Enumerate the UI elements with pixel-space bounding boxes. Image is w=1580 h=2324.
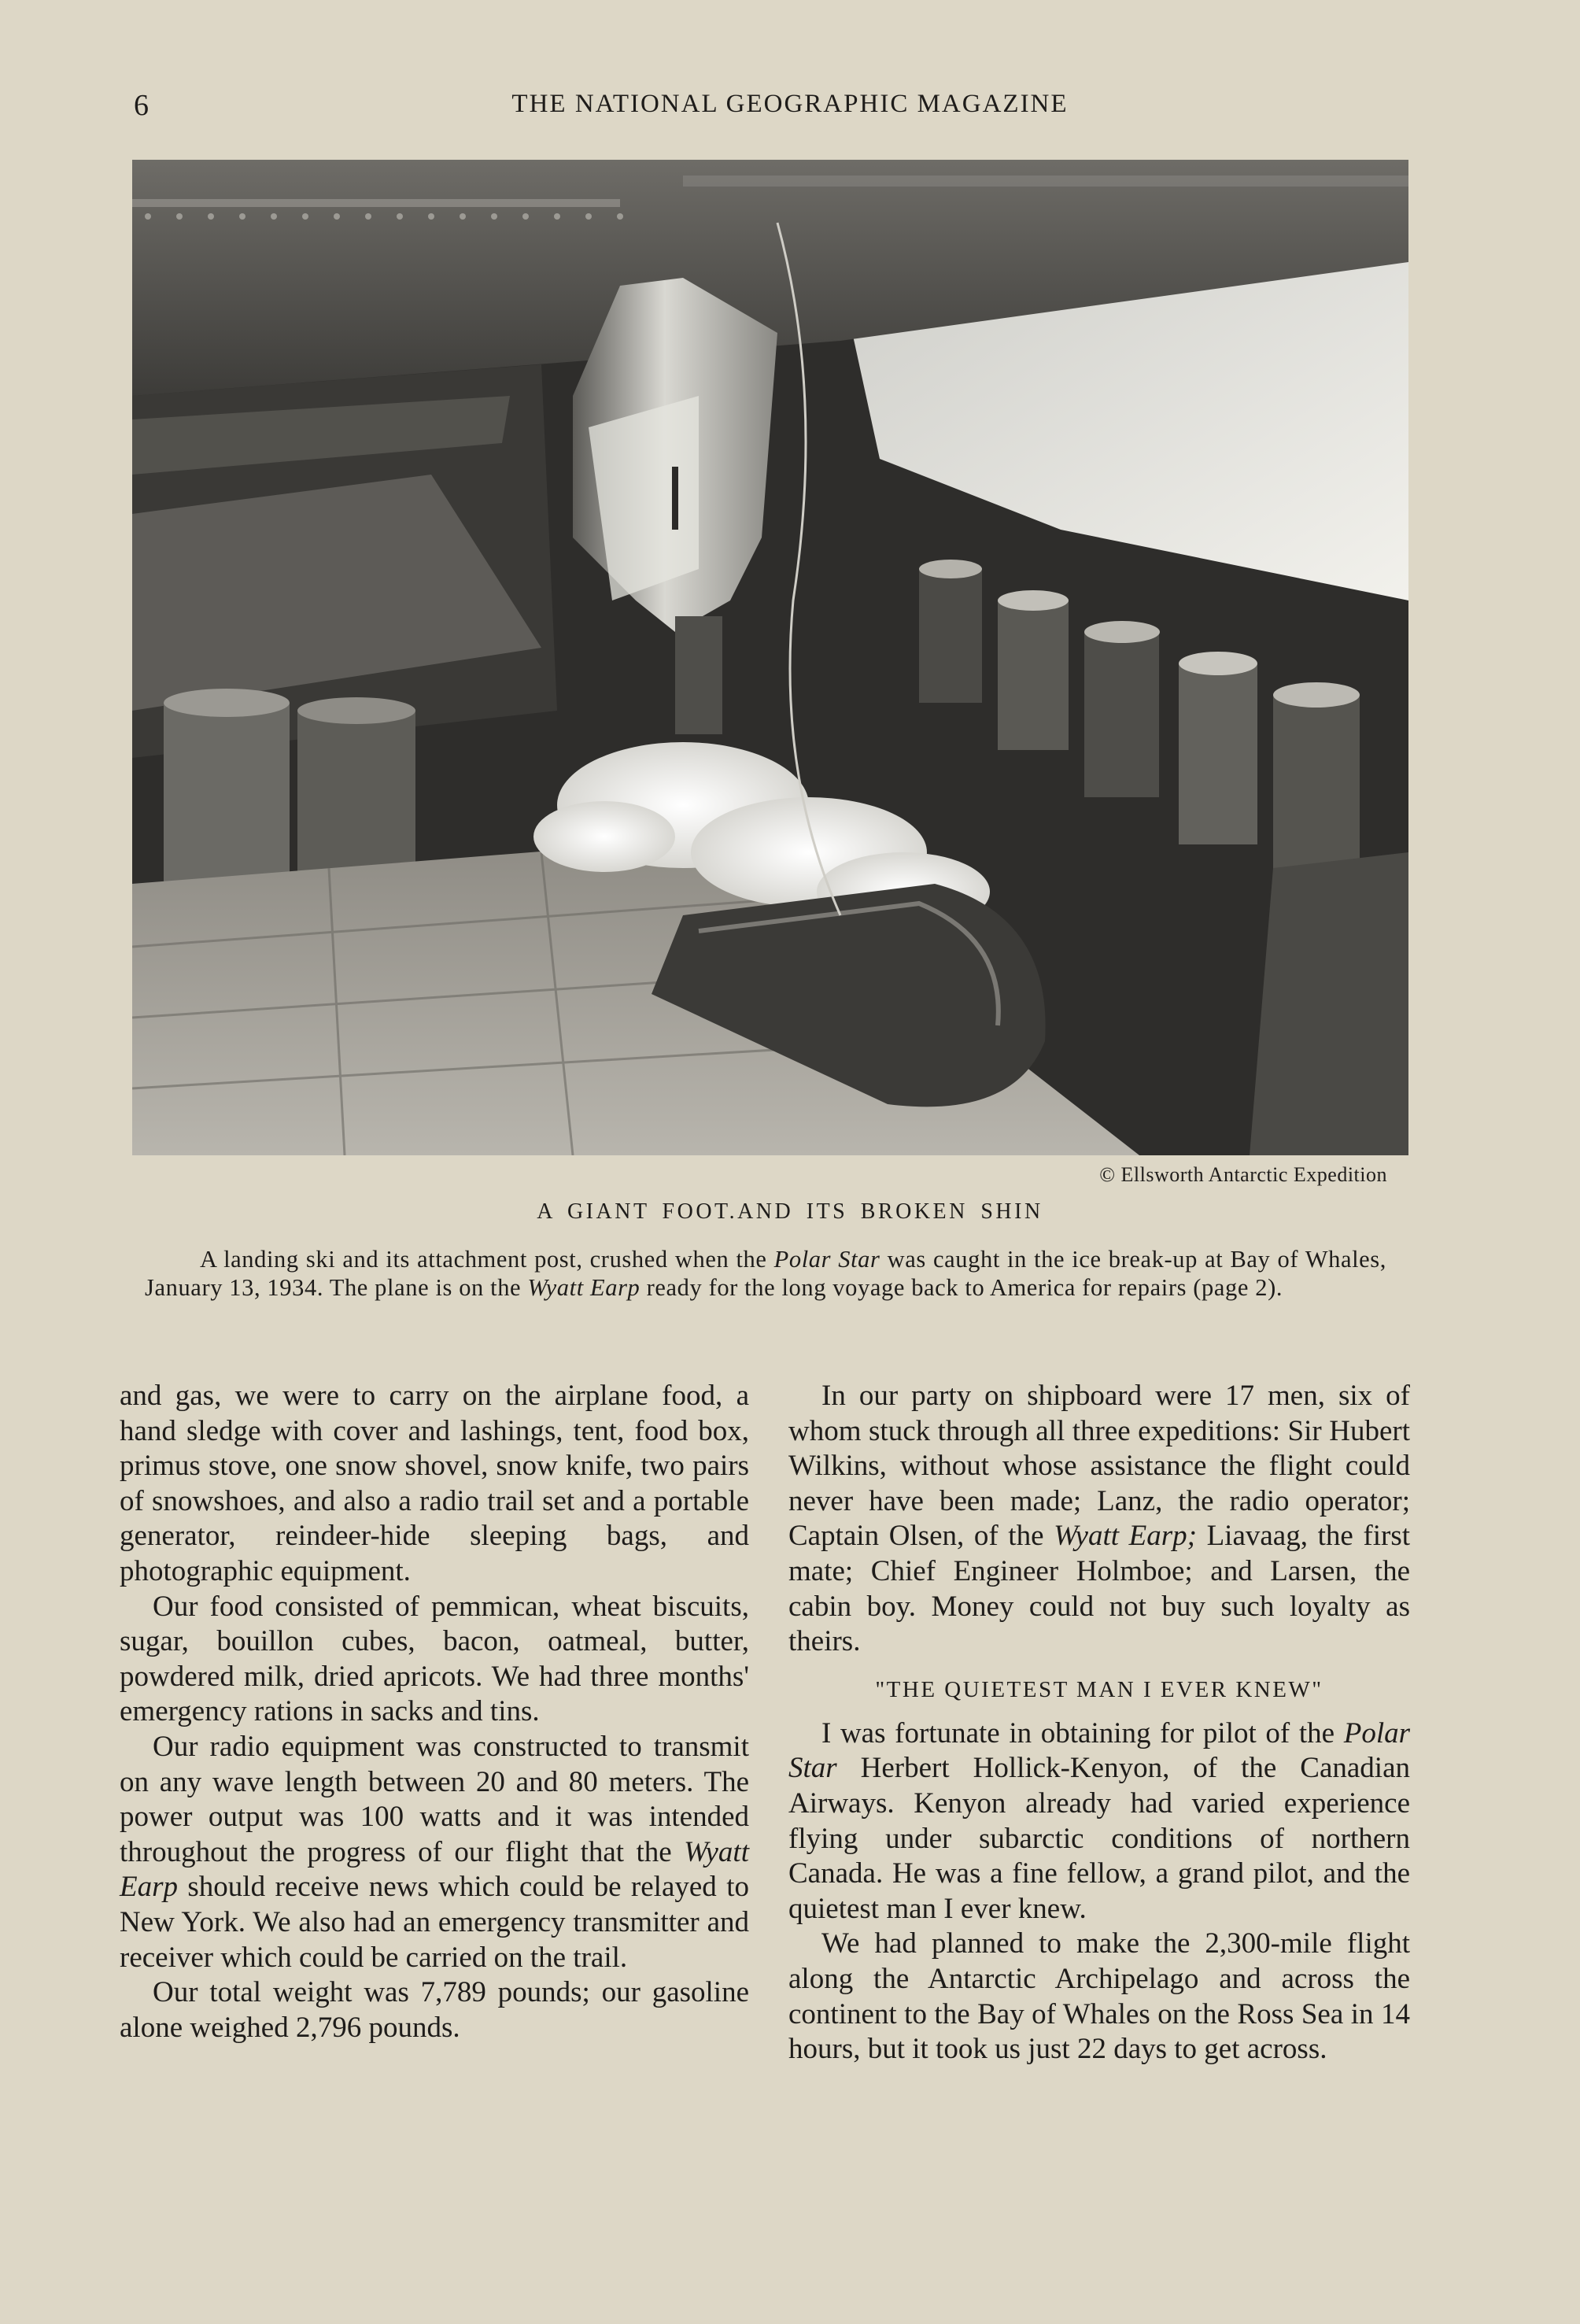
right-column xyxy=(788,1379,1410,2067)
paragraph: I was fortunate in obtaining for pilot of the Polar Star Herbert Hollick-Kenyon, of the Canadian Airways. Kenyon already had varied experience flying under subarctic conditions of northern Canada. He was a fine fellow, a grand pilot, and the quietest man I ever knew. xyxy=(788,1716,1410,1925)
photo-credit: © Ellsworth Antarctic Expedition xyxy=(1099,1163,1387,1186)
section-subhead: "THE QUIETEST MAN I EVER KNEW" xyxy=(875,1676,1323,1702)
paragraph: In our party on shipboard were 17 men, six of whom stuck through all three expeditions: Sir Hubert Wilkins, without whose assistance the flight could never have been made; Lanz, the radio operator; Captain Olsen, of the Wyatt Earp; Liavaag, the first mate; Chief Engineer Holmboe; and Larsen, the cabin boy. Money could not buy such loyalty as theirs. xyxy=(788,1380,1410,1658)
running-head: THE NATIONAL GEOGRAPHIC MAGAZINE xyxy=(511,90,1069,118)
paragraph: Our total weight was 7,789 pounds; our gasoline alone weighed 2,796 pounds. xyxy=(120,1976,749,2044)
paragraph: Our radio equipment was constructed to transmit on any wave length between 20 and 80 meters. The power output was 100 watts and it was intended throughout the progress of our flight that the Wyatt Earp should receive news which could be relayed to New York. We also had an emergency transmitter and receiver which could be carried on the trail. xyxy=(120,1730,749,1974)
paragraph: We had planned to make the 2,300-mile flight along the Antarctic Archipelago and across the continent to the Bay of Whales on the Ross Sea in 14 hours, but it took us just 22 days to get across. xyxy=(788,1927,1410,2066)
caption-title: A GIANT FOOT.AND ITS BROKEN SHIN xyxy=(537,1199,1043,1224)
paragraph: and gas, we were to carry on the airplane food, a hand sledge with cover and lashings, tent, food box, primus stove, one snow shovel, snow knife, two pairs of snowshoes, and also a radio trail set and a portable generator, reindeer-hide sleeping bags, and photographic equipment. xyxy=(120,1380,749,1587)
page-number: 6 xyxy=(134,89,150,122)
caption-text: A landing ski and its attachment post, crushed when the Polar Star was caught in the ice break-up at Bay of Whales, January 13, 1934. The plane is on the Wyatt Earp ready for the long voyage back to America for repairs (page 2). xyxy=(145,1246,1386,1301)
photograph-landing-ski xyxy=(132,160,1408,1155)
paragraph: Our food consisted of pemmican, wheat biscuits, sugar, bouillon cubes, bacon, oatmeal, butter, powdered milk, dried apricots. We had three months' emergency rations in sacks and tins. xyxy=(120,1590,749,1728)
left-column xyxy=(120,1379,749,2045)
